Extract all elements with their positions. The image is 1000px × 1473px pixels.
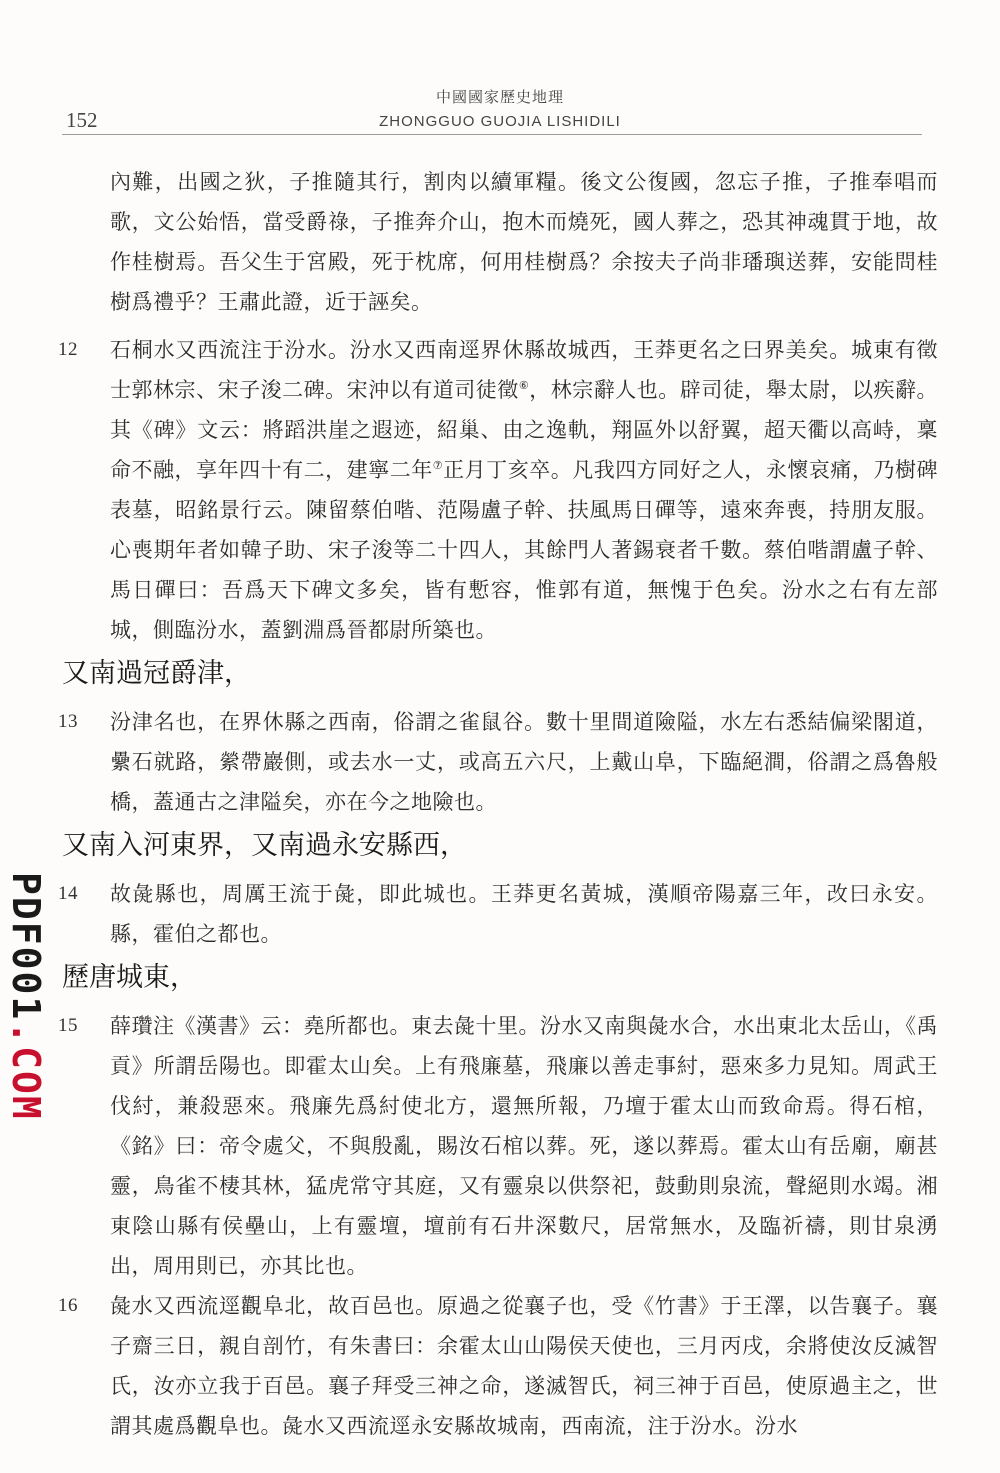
paragraph-number: 12 (58, 339, 78, 360)
header-rule (62, 134, 922, 135)
section-heading: 歷唐城東， (62, 962, 197, 993)
paragraph-number: 15 (58, 1015, 78, 1036)
paragraph-12 (58, 330, 938, 650)
paragraph-number: 13 (58, 711, 78, 732)
paragraph-number: 16 (58, 1295, 78, 1316)
paragraph-text: 薛瓚注《漢書》云：堯所都也。東去彘十里。汾水又南與彘水合，水出東北太岳山，《禹貢》所謂岳陽也。即霍太山矣。上有飛廉墓，飛廉以善走事紂，惡來多力見知。周武王伐紂，兼殺惡來。飛廉先爲紂使北方，還無所報，乃壇于霍太山而致命焉。得石棺，《銘》曰：帝令處父，不與殷亂，賜汝石棺以葬。死，遂以葬焉。霍太山有岳廟，廟甚靈，鳥雀不棲其林，猛虎常守其庭，又有靈泉以供祭祀，鼓動則泉流，聲絕則水竭。湘東陰山縣有侯壘山，上有靈壇，壇前有石井深數尺，居常無水，及臨祈禱，則甘泉湧出，周用則已，亦其比也。 (110, 1014, 938, 1278)
paragraph-13 (58, 702, 938, 822)
paragraph-text: 內難，出國之狄，子推隨其行，割肉以續軍糧。後文公復國，忽忘子推，子推奉唱而歌，文公始悟，當受爵祿，子推奔介山，抱木而燒死，國人葬之，恐其神魂貫于地，故作桂樹焉。吾父生于宮殿，死于枕席，何用桂樹爲？余按夫子尚非璠璵送葬，安能問桂樹爲禮乎？王肅此證，近于誣矣。 (110, 170, 938, 314)
paragraph-14 (58, 874, 938, 954)
paragraph-text: 彘水又西流逕觀阜北，故百邑也。原過之從襄子也，受《竹書》于王澤，以告襄子。襄子齋三日，親自剖竹，有朱書曰：余霍太山山陽侯天使也，三月丙戌，余將使汝反滅智氏，汝亦立我于百邑。襄子拜受三神之命，遂滅智氏，祠三神于百邑，使原過主之，世謂其處爲觀阜也。彘水又西流逕永安縣故城南，西南流，注于汾水。汾水 (110, 1294, 938, 1438)
section-heading: 又南過冠爵津， (62, 658, 251, 689)
paragraph-text: 故彘縣也，周厲王流于彘，即此城也。王莽更名黃城，漢順帝陽嘉三年，改曰永安。縣，霍伯之都也。 (110, 882, 938, 946)
watermark (4, 872, 48, 1121)
running-header-subtitle: ZHONGGUO GUOJIA LISHIDILI (379, 113, 621, 130)
page-number: 152 (66, 108, 98, 132)
paragraph-text: 汾津名也，在界休縣之西南，俗謂之雀鼠谷。數十里間道險隘，水左右悉結偏梁閣道，纍石就路，縈帶巖側，或去水一丈，或高五六尺，上戴山阜，下臨絕澗，俗謂之爲魯般橋，蓋通古之津隘矣，亦在今之地險也。 (110, 710, 938, 814)
section-heading: 又南入河東界，又南過永安縣西， (62, 830, 467, 861)
watermark-domain: .COM (4, 1021, 48, 1121)
paragraph-16 (58, 1286, 938, 1446)
watermark-text: PDF001 (4, 872, 48, 1022)
paragraph-15 (58, 1006, 938, 1286)
running-header-title: 中國國家歷史地理 (435, 88, 564, 106)
paragraph-continued (58, 162, 938, 322)
footnote-ref: ⑥ (518, 379, 530, 392)
paragraph-text: 石桐水又西流注于汾水。汾水又西南逕界休縣故城西，王莽更名之曰界美矣。城東有徵士郭林宗、宋子浚二碑。宋沖以有道司徒徵 (110, 338, 938, 402)
page-content (58, 162, 938, 1446)
paragraph-text: 正月丁亥卒。凡我四方同好之人，永懷哀痛，乃樹碑表墓，昭銘景行云。陳留蔡伯喈、范陽盧子幹、扶風馬日磾等，遠來奔喪，持朋友服。心喪期年者如韓子助、宋子浚等二十四人，其餘門人著錫衰者千數。蔡伯喈謂盧子幹、馬日磾曰：吾爲天下碑文多矣，皆有慙容，惟郭有道，無愧于色矣。汾水之右有左部城，側臨汾水，蓋劉淵爲晉都尉所築也。 (110, 458, 939, 642)
footnote-ref: ⑦ (432, 459, 444, 472)
paragraph-text: ，林宗辭人也。辟司徒，舉太尉，以疾辭。其《碑》文云：將蹈洪崖之遐迹，紹巢、由之逸軌，翔區外以舒翼，超天衢以高峙，稟命不融，享年四十有二，建寧二年 (110, 378, 938, 482)
paragraph-number: 14 (58, 883, 78, 904)
